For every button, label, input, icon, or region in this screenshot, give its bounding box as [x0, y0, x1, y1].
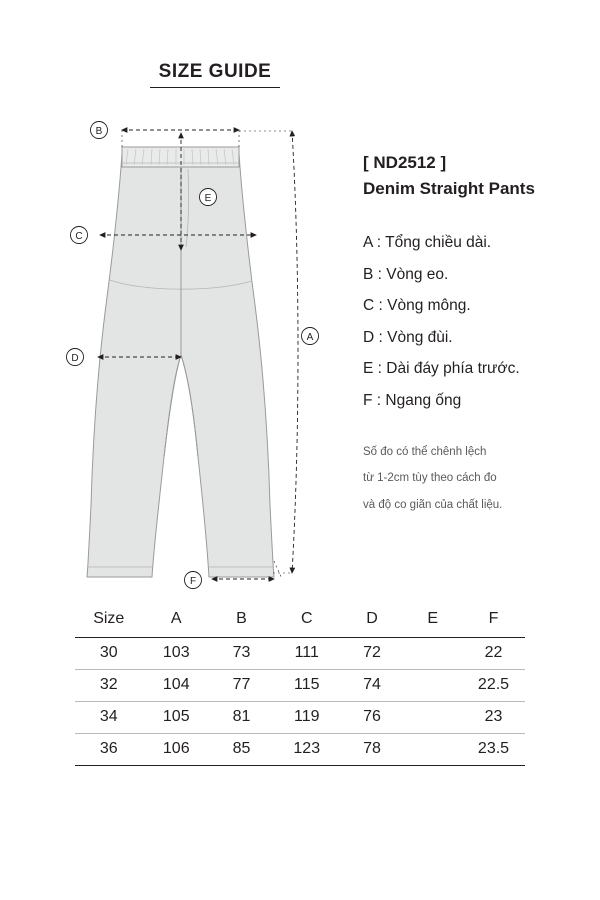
svg-text:B: B: [95, 126, 103, 137]
note-line-3: và độ co giãn của chất liệu.: [363, 498, 503, 511]
svg-text:C: C: [75, 231, 83, 242]
page-title-text: SIZE GUIDE: [158, 61, 272, 82]
svg-text:E: E: [204, 193, 212, 204]
product-name: Denim Straight Pants: [363, 178, 535, 198]
cell-f: 23: [462, 702, 525, 734]
column-header-b: B: [210, 604, 273, 638]
cell-c: 119: [273, 702, 341, 734]
cell-e: [404, 670, 463, 702]
svg-text:A: A: [306, 332, 314, 343]
cell-a: 106: [143, 734, 211, 766]
table-header-row: [75, 604, 525, 638]
column-header-c: C: [273, 604, 341, 638]
pants-technical-drawing: [60, 105, 360, 605]
legend-item-b: B : Vòng eo.: [363, 265, 449, 283]
table-row: [75, 638, 525, 670]
column-header-f: F: [462, 604, 525, 638]
cell-e: [404, 734, 463, 766]
cell-b: 77: [210, 670, 273, 702]
cell-d: 72: [341, 638, 404, 670]
cell-c: 123: [273, 734, 341, 766]
note-line-1: Số đo có thể chênh lệch: [363, 445, 487, 458]
legend-item-e: E : Dài đáy phía trước.: [363, 360, 520, 378]
cell-b: 73: [210, 638, 273, 670]
title-underline: [150, 87, 280, 88]
cell-b: 81: [210, 702, 273, 734]
svg-text:D: D: [71, 353, 79, 364]
diagram-marker-D: [67, 349, 84, 366]
cell-size: 36: [75, 734, 143, 766]
product-code: [ ND2512 ]: [363, 153, 447, 172]
column-header-size: Size: [75, 604, 143, 638]
cell-f: 23.5: [462, 734, 525, 766]
pants-diagram-svg: [60, 105, 360, 605]
cell-f: 22: [462, 638, 525, 670]
pants-body-shape: [87, 147, 274, 577]
diagram-marker-A: [302, 328, 319, 345]
legend-item-a: A : Tổng chiều dài.: [363, 234, 492, 251]
diagram-marker-E: [200, 189, 217, 206]
cell-c: 111: [273, 638, 341, 670]
cell-a: 103: [143, 638, 211, 670]
table-row: [75, 670, 525, 702]
cell-d: 78: [341, 734, 404, 766]
diagram-marker-B: [91, 122, 108, 139]
cell-size: 32: [75, 670, 143, 702]
cell-e: [404, 638, 463, 670]
cell-d: 76: [341, 702, 404, 734]
cell-a: 104: [143, 670, 211, 702]
cell-b: 85: [210, 734, 273, 766]
diagram-marker-F: [185, 572, 202, 589]
product-info-panel: [363, 150, 591, 518]
cell-size: 30: [75, 638, 143, 670]
svg-text:F: F: [189, 576, 197, 587]
table-row: [75, 702, 525, 734]
diagram-marker-C: [71, 227, 88, 244]
cell-a: 105: [143, 702, 211, 734]
legend-item-c: C : Vòng mông.: [363, 297, 471, 315]
legend-item-d: D : Vòng đùi.: [363, 328, 453, 346]
page-title: [150, 62, 280, 88]
cell-d: 74: [341, 670, 404, 702]
legend-item-f: F : Ngang ống: [363, 392, 462, 410]
cell-e: [404, 702, 463, 734]
measurement-legend: [363, 227, 591, 417]
table-row: [75, 734, 525, 766]
size-chart-table: [75, 604, 525, 766]
column-header-d: D: [341, 604, 404, 638]
note-line-2: từ 1-2cm tùy theo cách đo: [363, 472, 497, 485]
cell-size: 34: [75, 702, 143, 734]
measurement-note: [363, 439, 591, 518]
column-header-a: A: [143, 604, 211, 638]
cell-c: 115: [273, 670, 341, 702]
cell-f: 22.5: [462, 670, 525, 702]
column-header-e: E: [404, 604, 463, 638]
